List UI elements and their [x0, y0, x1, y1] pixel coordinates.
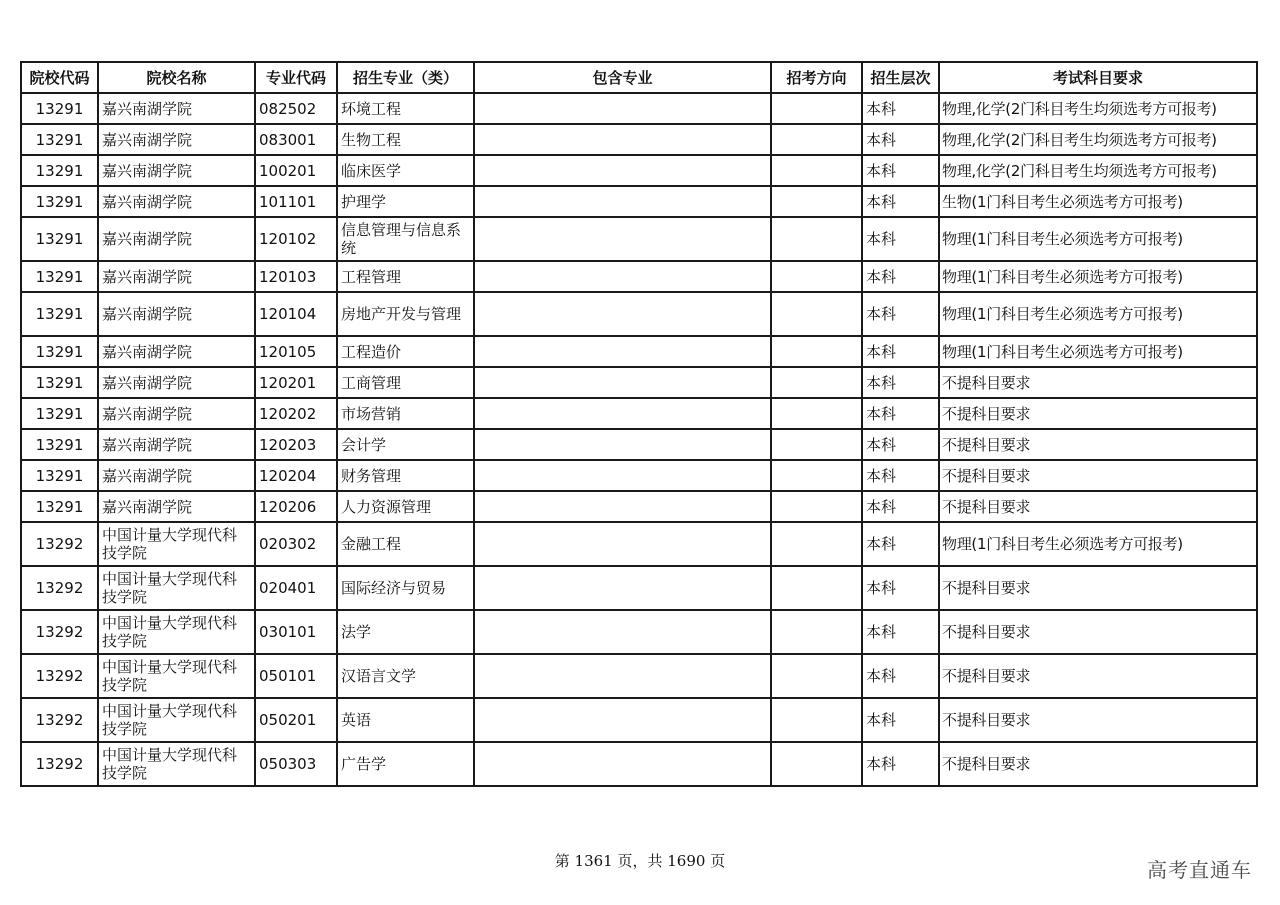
- cell-school-code: 13291: [21, 155, 98, 186]
- cell-requirement: 不提科目要求: [939, 654, 1257, 698]
- cell-school-name: 嘉兴南湖学院: [98, 155, 255, 186]
- cell-major-code: 100201: [255, 155, 337, 186]
- cell-school-name: 中国计量大学现代科技学院: [98, 654, 255, 698]
- cell-school-code: 13292: [21, 698, 98, 742]
- cell-school-name: 嘉兴南湖学院: [98, 429, 255, 460]
- cell-school-code: 13291: [21, 186, 98, 217]
- cell-major-code: 101101: [255, 186, 337, 217]
- cell-major-code: 120206: [255, 491, 337, 522]
- cell-direction: [771, 742, 862, 786]
- cell-direction: [771, 491, 862, 522]
- cell-requirement: 不提科目要求: [939, 491, 1257, 522]
- cell-direction: [771, 566, 862, 610]
- table-row: [21, 522, 1257, 566]
- cell-school-name: 中国计量大学现代科技学院: [98, 522, 255, 566]
- table-row: [21, 93, 1257, 124]
- cell-major: 市场营销: [337, 398, 474, 429]
- table-row: [21, 610, 1257, 654]
- table-row: [21, 367, 1257, 398]
- table-row: [21, 429, 1257, 460]
- cell-level: 本科: [862, 698, 939, 742]
- cell-school-name: 中国计量大学现代科技学院: [98, 566, 255, 610]
- cell-major: 工商管理: [337, 367, 474, 398]
- cell-requirement: 物理(1门科目考生必须选考方可报考): [939, 217, 1257, 261]
- cell-level: 本科: [862, 398, 939, 429]
- header-major-code: 专业代码: [255, 62, 337, 93]
- cell-major: 环境工程: [337, 93, 474, 124]
- cell-requirement: 不提科目要求: [939, 566, 1257, 610]
- table-row: [21, 654, 1257, 698]
- cell-includes: [474, 186, 771, 217]
- cell-level: 本科: [862, 460, 939, 491]
- page-number: 第 1361 页，共 1690 页: [554, 852, 726, 870]
- cell-major-code: 120103: [255, 261, 337, 292]
- cell-includes: [474, 566, 771, 610]
- cell-includes: [474, 124, 771, 155]
- cell-major: 房地产开发与管理: [337, 292, 474, 336]
- cell-school-code: 13291: [21, 398, 98, 429]
- cell-major: 生物工程: [337, 124, 474, 155]
- cell-includes: [474, 93, 771, 124]
- cell-level: 本科: [862, 261, 939, 292]
- table-row: [21, 742, 1257, 786]
- cell-school-name: 嘉兴南湖学院: [98, 367, 255, 398]
- cell-level: 本科: [862, 186, 939, 217]
- cell-requirement: 生物(1门科目考生必须选考方可报考): [939, 186, 1257, 217]
- cell-includes: [474, 698, 771, 742]
- cell-major-code: 120201: [255, 367, 337, 398]
- cell-includes: [474, 654, 771, 698]
- cell-school-name: 嘉兴南湖学院: [98, 336, 255, 367]
- cell-direction: [771, 292, 862, 336]
- cell-level: 本科: [862, 522, 939, 566]
- cell-school-name: 嘉兴南湖学院: [98, 186, 255, 217]
- table-row: [21, 292, 1257, 336]
- cell-school-name: 嘉兴南湖学院: [98, 398, 255, 429]
- cell-major: 国际经济与贸易: [337, 566, 474, 610]
- cell-major-code: 083001: [255, 124, 337, 155]
- cell-school-code: 13291: [21, 292, 98, 336]
- cell-direction: [771, 261, 862, 292]
- cell-direction: [771, 429, 862, 460]
- admission-table-container: [20, 61, 1258, 787]
- table-row: [21, 491, 1257, 522]
- cell-level: 本科: [862, 654, 939, 698]
- cell-direction: [771, 124, 862, 155]
- header-school-code: 院校代码: [21, 62, 98, 93]
- cell-direction: [771, 367, 862, 398]
- cell-major-code: 120203: [255, 429, 337, 460]
- cell-major-code: 030101: [255, 610, 337, 654]
- cell-major-code: 120204: [255, 460, 337, 491]
- cell-direction: [771, 698, 862, 742]
- cell-major: 临床医学: [337, 155, 474, 186]
- cell-level: 本科: [862, 155, 939, 186]
- cell-includes: [474, 522, 771, 566]
- cell-level: 本科: [862, 491, 939, 522]
- cell-school-code: 13291: [21, 491, 98, 522]
- cell-major-code: 020302: [255, 522, 337, 566]
- cell-level: 本科: [862, 367, 939, 398]
- cell-major-code: 050201: [255, 698, 337, 742]
- cell-major: 信息管理与信息系统: [337, 217, 474, 261]
- cell-major-code: 120202: [255, 398, 337, 429]
- cell-requirement: 不提科目要求: [939, 429, 1257, 460]
- cell-level: 本科: [862, 742, 939, 786]
- cell-requirement: 物理,化学(2门科目考生均须选考方可报考): [939, 155, 1257, 186]
- cell-major-code: 120105: [255, 336, 337, 367]
- cell-includes: [474, 398, 771, 429]
- cell-school-name: 嘉兴南湖学院: [98, 124, 255, 155]
- cell-school-name: 中国计量大学现代科技学院: [98, 742, 255, 786]
- table-row: [21, 155, 1257, 186]
- cell-requirement: 物理(1门科目考生必须选考方可报考): [939, 292, 1257, 336]
- cell-requirement: 物理,化学(2门科目考生均须选考方可报考): [939, 124, 1257, 155]
- cell-direction: [771, 155, 862, 186]
- cell-major: 工程造价: [337, 336, 474, 367]
- cell-major-code: 050101: [255, 654, 337, 698]
- admission-table: [20, 61, 1258, 787]
- cell-includes: [474, 261, 771, 292]
- table-row: [21, 217, 1257, 261]
- cell-major-code: 020401: [255, 566, 337, 610]
- cell-school-code: 13292: [21, 610, 98, 654]
- table-header: [21, 62, 1257, 93]
- cell-includes: [474, 217, 771, 261]
- cell-school-code: 13291: [21, 93, 98, 124]
- cell-school-name: 嘉兴南湖学院: [98, 491, 255, 522]
- cell-direction: [771, 398, 862, 429]
- cell-level: 本科: [862, 429, 939, 460]
- cell-requirement: 物理(1门科目考生必须选考方可报考): [939, 261, 1257, 292]
- cell-requirement: 物理(1门科目考生必须选考方可报考): [939, 522, 1257, 566]
- cell-school-code: 13291: [21, 336, 98, 367]
- cell-includes: [474, 336, 771, 367]
- cell-direction: [771, 217, 862, 261]
- cell-school-name: 嘉兴南湖学院: [98, 93, 255, 124]
- cell-major: 汉语言文学: [337, 654, 474, 698]
- cell-school-code: 13292: [21, 566, 98, 610]
- cell-major: 护理学: [337, 186, 474, 217]
- cell-includes: [474, 491, 771, 522]
- table-row: [21, 566, 1257, 610]
- cell-school-code: 13291: [21, 124, 98, 155]
- cell-school-code: 13292: [21, 742, 98, 786]
- cell-school-code: 13292: [21, 522, 98, 566]
- cell-school-code: 13292: [21, 654, 98, 698]
- cell-level: 本科: [862, 124, 939, 155]
- cell-requirement: 不提科目要求: [939, 742, 1257, 786]
- cell-level: 本科: [862, 292, 939, 336]
- cell-school-name: 嘉兴南湖学院: [98, 292, 255, 336]
- cell-direction: [771, 610, 862, 654]
- table-body: [21, 93, 1257, 786]
- cell-major: 法学: [337, 610, 474, 654]
- cell-direction: [771, 522, 862, 566]
- cell-direction: [771, 336, 862, 367]
- cell-level: 本科: [862, 93, 939, 124]
- header-school-name: 院校名称: [98, 62, 255, 93]
- table-row: [21, 698, 1257, 742]
- header-direction: 招考方向: [771, 62, 862, 93]
- cell-includes: [474, 610, 771, 654]
- cell-school-code: 13291: [21, 217, 98, 261]
- cell-school-name: 中国计量大学现代科技学院: [98, 610, 255, 654]
- table-row: [21, 261, 1257, 292]
- cell-school-code: 13291: [21, 429, 98, 460]
- cell-major: 会计学: [337, 429, 474, 460]
- cell-includes: [474, 429, 771, 460]
- cell-direction: [771, 186, 862, 217]
- cell-major: 金融工程: [337, 522, 474, 566]
- cell-includes: [474, 367, 771, 398]
- cell-school-code: 13291: [21, 261, 98, 292]
- cell-includes: [474, 742, 771, 786]
- cell-requirement: 不提科目要求: [939, 460, 1257, 491]
- cell-requirement: 不提科目要求: [939, 610, 1257, 654]
- cell-direction: [771, 654, 862, 698]
- header-level: 招生层次: [862, 62, 939, 93]
- cell-requirement: 物理,化学(2门科目考生均须选考方可报考): [939, 93, 1257, 124]
- cell-direction: [771, 93, 862, 124]
- header-requirement: 考试科目要求: [939, 62, 1257, 93]
- cell-requirement: 不提科目要求: [939, 367, 1257, 398]
- table-row: [21, 398, 1257, 429]
- cell-major: 财务管理: [337, 460, 474, 491]
- cell-school-name: 中国计量大学现代科技学院: [98, 698, 255, 742]
- cell-includes: [474, 292, 771, 336]
- cell-major-code: 082502: [255, 93, 337, 124]
- watermark-logo: 高考直通车: [1147, 858, 1252, 882]
- table-row: [21, 460, 1257, 491]
- table-row: [21, 336, 1257, 367]
- cell-direction: [771, 460, 862, 491]
- cell-includes: [474, 460, 771, 491]
- cell-major: 工程管理: [337, 261, 474, 292]
- cell-major-code: 120104: [255, 292, 337, 336]
- cell-includes: [474, 155, 771, 186]
- cell-major: 广告学: [337, 742, 474, 786]
- cell-major: 英语: [337, 698, 474, 742]
- cell-major: 人力资源管理: [337, 491, 474, 522]
- cell-level: 本科: [862, 336, 939, 367]
- cell-level: 本科: [862, 217, 939, 261]
- cell-school-name: 嘉兴南湖学院: [98, 261, 255, 292]
- header-major: 招生专业（类）: [337, 62, 474, 93]
- cell-level: 本科: [862, 566, 939, 610]
- cell-school-code: 13291: [21, 460, 98, 491]
- table-row: [21, 124, 1257, 155]
- cell-school-code: 13291: [21, 367, 98, 398]
- cell-major-code: 050303: [255, 742, 337, 786]
- cell-level: 本科: [862, 610, 939, 654]
- cell-requirement: 物理(1门科目考生必须选考方可报考): [939, 336, 1257, 367]
- cell-major-code: 120102: [255, 217, 337, 261]
- cell-school-name: 嘉兴南湖学院: [98, 217, 255, 261]
- cell-requirement: 不提科目要求: [939, 698, 1257, 742]
- header-includes: 包含专业: [474, 62, 771, 93]
- table-row: [21, 186, 1257, 217]
- cell-school-name: 嘉兴南湖学院: [98, 460, 255, 491]
- cell-requirement: 不提科目要求: [939, 398, 1257, 429]
